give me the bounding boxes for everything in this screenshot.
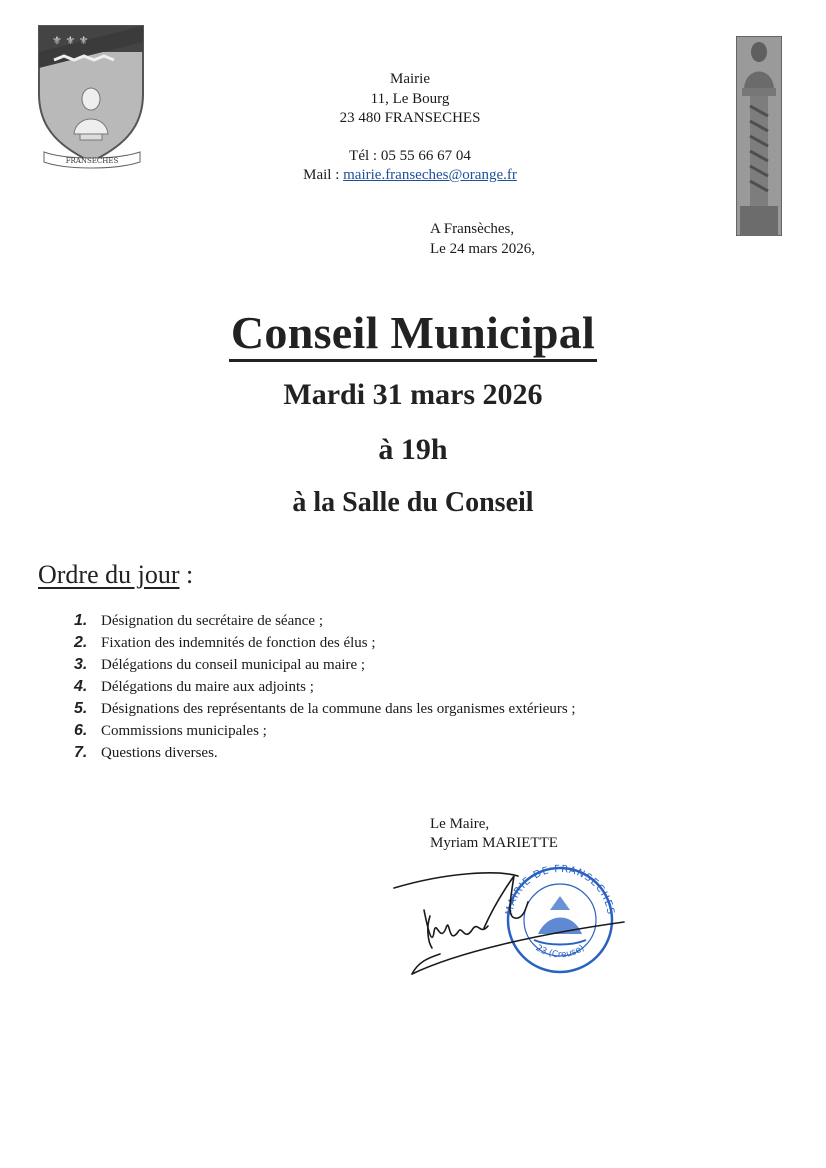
agenda-item [74, 678, 576, 700]
official-stamp [504, 864, 616, 972]
meeting-time: à 19h [378, 433, 448, 466]
mail-label: Mail : [303, 167, 344, 183]
place: A Fransèches, [430, 221, 515, 237]
agenda-item-text: Questions diverses. [101, 745, 218, 761]
agenda-item-text: Délégations du conseil municipal au maire ; [101, 657, 366, 673]
signature-and-stamp [388, 862, 638, 987]
svg-text:⚜ ⚜ ⚜: ⚜ ⚜ ⚜ [52, 34, 89, 47]
title-text: Conseil Municipal [229, 307, 597, 362]
agenda-item-number: 6. [74, 722, 88, 739]
meeting-date: Mardi 31 mars 2026 [283, 378, 543, 411]
address-line-3: 23 480 FRANSECHES [339, 110, 481, 126]
page-title [0, 306, 826, 359]
address-line-2: 11, Le Bourg [370, 90, 450, 107]
agenda-item [74, 612, 576, 634]
stamp-subtext: 23 (Creuse) [533, 943, 587, 961]
phone-number: Tél : 05 55 66 67 04 [349, 148, 471, 164]
signatory-name: Myriam MARIETTE [430, 835, 558, 851]
signatory-role: Le Maire, [430, 816, 490, 832]
contact-block [250, 147, 570, 185]
agenda-item-text: Désignation du secrétaire de séance ; [101, 613, 323, 629]
coat-of-arms-logo [36, 24, 148, 172]
agenda-item-text: Délégations du maire aux adjoints ; [101, 679, 314, 695]
svg-text:23 (Creuse) [534, 943, 587, 960]
agenda-item [74, 634, 576, 656]
agenda-list [74, 612, 576, 766]
agenda-item-number: 1. [74, 612, 88, 629]
letter-date: Le 24 mars 2026, [430, 241, 535, 257]
agenda-item-number: 3. [74, 656, 88, 673]
agenda-item-text: Fixation des indemnités de fonction des élus ; [101, 635, 376, 651]
meeting-location: à la Salle du Conseil [292, 487, 534, 518]
place-and-date [430, 219, 535, 259]
town-hall-address [250, 70, 570, 129]
agenda-item-number: 2. [74, 634, 88, 651]
agenda-item [74, 722, 576, 744]
agenda-item [74, 744, 576, 766]
agenda-heading-colon: : [179, 560, 194, 589]
email-link[interactable]: mairie.franseches@orange.fr [343, 167, 517, 183]
agenda-item-text: Commissions municipales ; [101, 723, 267, 739]
agenda-item-number: 7. [74, 744, 88, 761]
agenda-item [74, 700, 576, 722]
agenda-item-number: 5. [74, 700, 88, 717]
crest-banner-label: FRANSECHES [65, 157, 119, 165]
agenda-item-text: Désignations des représentants de la commune dans les organismes extérieurs ; [101, 701, 576, 717]
agenda-heading-text: Ordre du jour [38, 560, 180, 589]
agenda-item-number: 4. [74, 678, 88, 695]
agenda-heading [38, 560, 193, 590]
agenda-item [74, 656, 576, 678]
email-line [250, 166, 570, 185]
column-bust-photo [736, 36, 782, 236]
signatory [430, 815, 558, 853]
stamp-text: MAIRIE DE FRANSECHES [504, 863, 616, 917]
address-line-1: Mairie [390, 71, 430, 87]
